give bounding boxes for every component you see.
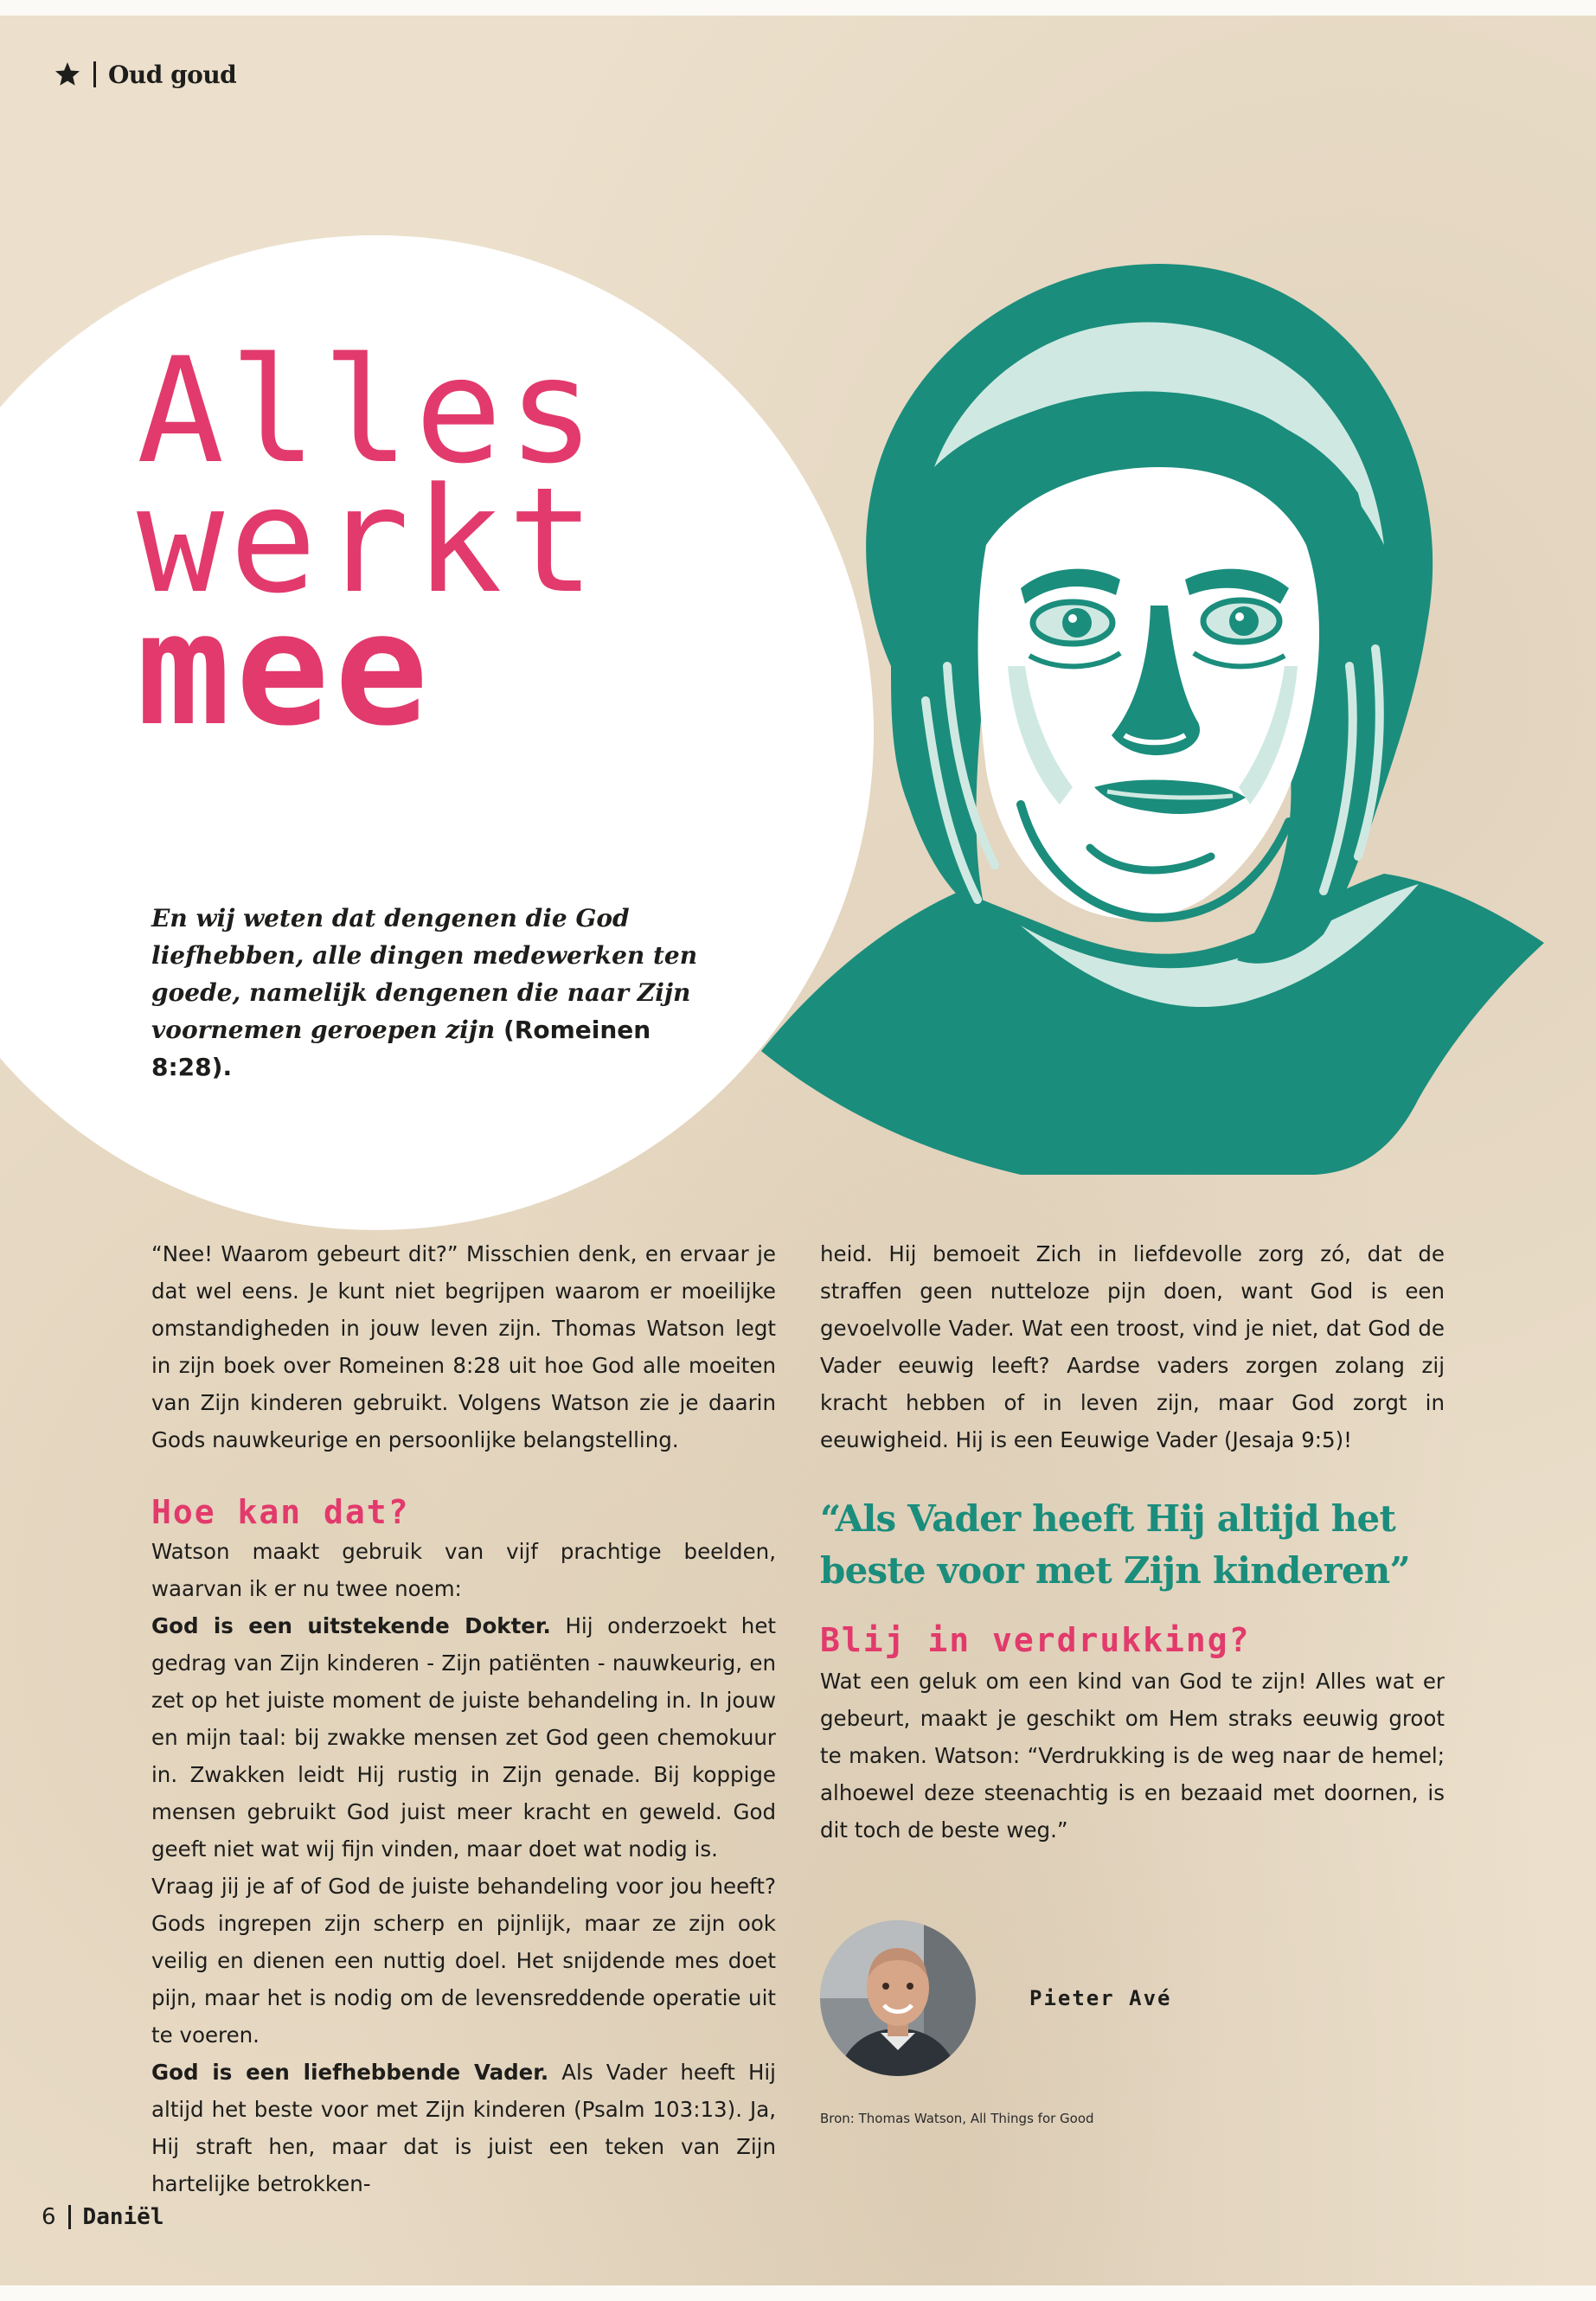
title-line-2: werkt (137, 456, 600, 625)
pull-quote: “Als Vader heeft Hij altijd het beste voor met Zijn kinderen” (820, 1497, 1410, 1592)
subheading-blij-in-verdrukking: Blij in verdrukking? (820, 1621, 1251, 1659)
paragraph-intro: “Nee! Waarom gebeurt dit?” Misschien denk, en ervaar je dat wel eens. Je kunt niet begrijpen waarom er moeilijke omstandigheden in jouw leven zijn. Thomas Watson legt in zijn boek over Romeinen 8:28 uit hoe God alle moeiten van Zijn kinderen gebruikt. Volgens Watson zie je daarin Gods nauwkeurige en persoonlijke belangstelling. (151, 1241, 776, 1452)
section-label: Oud goud (108, 60, 237, 89)
paragraph-beelden: Watson maakt gebruik van vijf prachtige beelden, waarvan ik er nu twee noem: (151, 1539, 776, 1601)
article-title (137, 326, 600, 760)
page-number: 6 (42, 2204, 56, 2230)
title-line-1: Alles (137, 326, 600, 496)
dokter-lead: God is een uitstekende Dokter. (151, 1613, 551, 1638)
star-icon (54, 61, 81, 88)
dokter-text: Hij onderzoekt het gedrag van Zijn kinderen - Zijn patiënten - nauwkeurig, en zet op het juiste moment de juiste behandeling in. In jouw en mijn taal: bij zwakke mensen zet God geen chemokuur in. Zwakken leidt Hij rustig in Zijn genade. Bij koppige mensen gebruikt God juist meer kracht en geweld. God geeft niet wat wij fijn vinden, maar doet wat nodig is. (151, 1613, 776, 1862)
title-line-3: mee (137, 580, 434, 760)
footer-divider (68, 2205, 71, 2229)
paragraph-dokter (151, 1607, 776, 1868)
paragraph-behandeling: Vraag jij je af of God de juiste behandeling voor jou heeft? Gods ingrepen zijn scherp en pijnlijk, maar ze zijn ook veilig en dienen een nuttig doel. Het snijdende mes doet pijn, maar het is nodig om de levensreddende operatie uit te voeren. (151, 1874, 776, 2048)
article-column-1 (151, 1235, 776, 2202)
intro-verse-text: En wij weten dat dengenen die God liefhebben, alle dingen medewerken ten goede, namelijk dengenen die naar Zijn voornemen geroepen zijn (151, 904, 698, 1044)
vader-lead: God is een liefhebbende Vader. (151, 2060, 549, 2085)
page-footer (42, 2204, 163, 2230)
header-divider (93, 61, 96, 87)
magazine-name: Daniël (82, 2204, 164, 2230)
thomas-watson-portrait-illustration (761, 182, 1548, 1176)
bottom-border (0, 2285, 1596, 2301)
subheading-hoe-kan-dat: Hoe kan dat? (151, 1493, 410, 1531)
author-avatar (820, 1920, 976, 2076)
source-credit: Bron: Thomas Watson, All Things for Good (820, 2111, 1094, 2126)
paragraph-vader (151, 2054, 776, 2202)
author-name: Pieter Avé (1029, 1986, 1172, 2010)
article-column-2 (820, 1235, 1445, 1849)
author-block (820, 1920, 1172, 2076)
top-border (0, 0, 1596, 16)
section-header (54, 55, 236, 93)
intro-verse-reference: (Romeinen 8:28). (151, 1016, 651, 1081)
paragraph-verdrukking: Wat een geluk om een kind van God te zijn! Alles wat er gebeurt, maakt je geschikt om Hem straks eeuwig groot te maken. Watson: “Verdrukking is de weg naar de hemel; alhoewel deze steenachtig is en bezaaid met doornen, is dit toch de beste weg.” (820, 1669, 1445, 1843)
bible-verse-intro (151, 900, 705, 1086)
paragraph-continuation: heid. Hij bemoeit Zich in liefdevolle zorg zó, dat de straffen geen nutteloze pijn doen, want God is een gevoelvolle Vader. Wat een troost, vind je niet, dat God de Vader eeuwig leeft? Aardse vaders zorgen zolang zij kracht hebben of in leven zijn, maar God zorgt in eeuwigheid. Hij is een Eeuwige Vader (Jesaja 9:5)! (820, 1241, 1445, 1452)
vader-text: Als Vader heeft Hij altijd het beste voor met Zijn kinderen (Psalm 103:13). Ja, Hij straft hen, maar dat is juist een teken van Zijn hartelijke betrokken- (151, 2060, 776, 2196)
